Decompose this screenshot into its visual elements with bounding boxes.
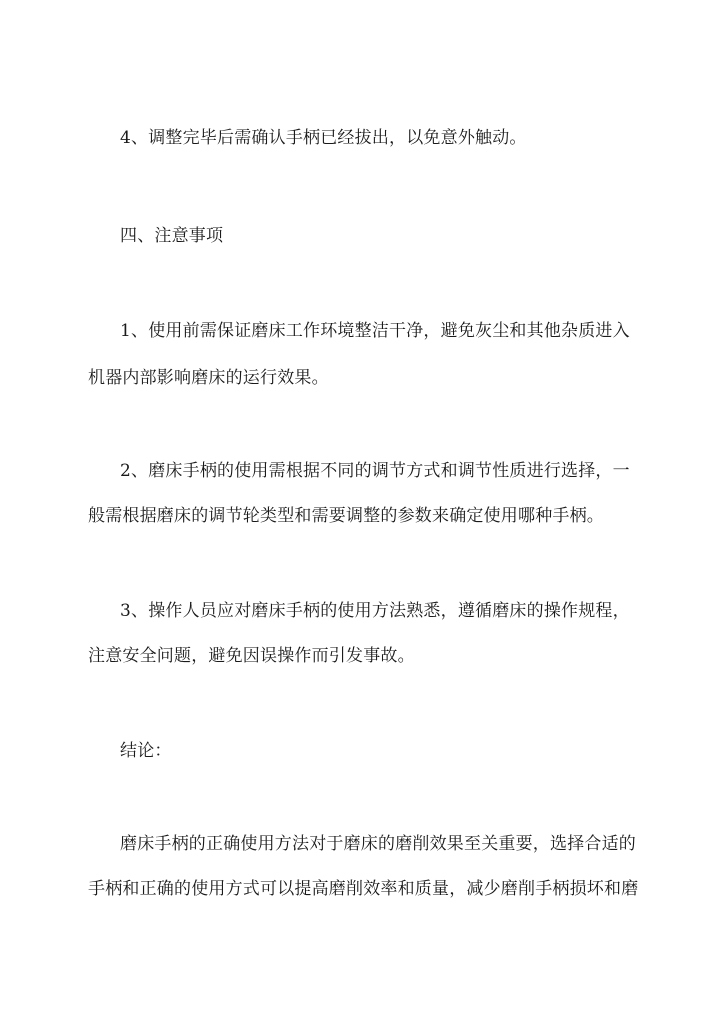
conclusion-text-line-2: 手柄和正确的使用方式可以提高磨削效率和质量，减少磨削手柄损坏和磨	[88, 879, 639, 899]
item-2-text-line-1: 2、磨床手柄的使用需根据不同的调节方式和调节性质进行选择，一	[120, 461, 630, 481]
item-4-text: 4、调整完毕后需确认手柄已经拔出，以免意外触动。	[120, 128, 527, 148]
item-1-text-line-2: 机器内部影响磨床的运行效果。	[88, 368, 329, 388]
item-2-text-line-2: 般需根据磨床的调节轮类型和需要调整的参数来确定使用哪种手柄。	[88, 506, 604, 526]
section-heading: 四、注意事项	[120, 226, 224, 246]
item-3-text-line-2: 注意安全问题，避免因误操作而引发事故。	[88, 646, 415, 666]
item-1-text-line-1: 1、使用前需保证磨床工作环境整洁干净，避免灰尘和其他杂质进入	[120, 321, 630, 341]
conclusion-heading: 结论：	[120, 741, 172, 761]
conclusion-text-line-1: 磨床手柄的正确使用方法对于磨床的磨削效果至关重要，选择合适的	[120, 834, 636, 854]
item-3-text-line-1: 3、操作人员应对磨床手柄的使用方法熟悉，遵循磨床的操作规程，	[120, 601, 630, 621]
